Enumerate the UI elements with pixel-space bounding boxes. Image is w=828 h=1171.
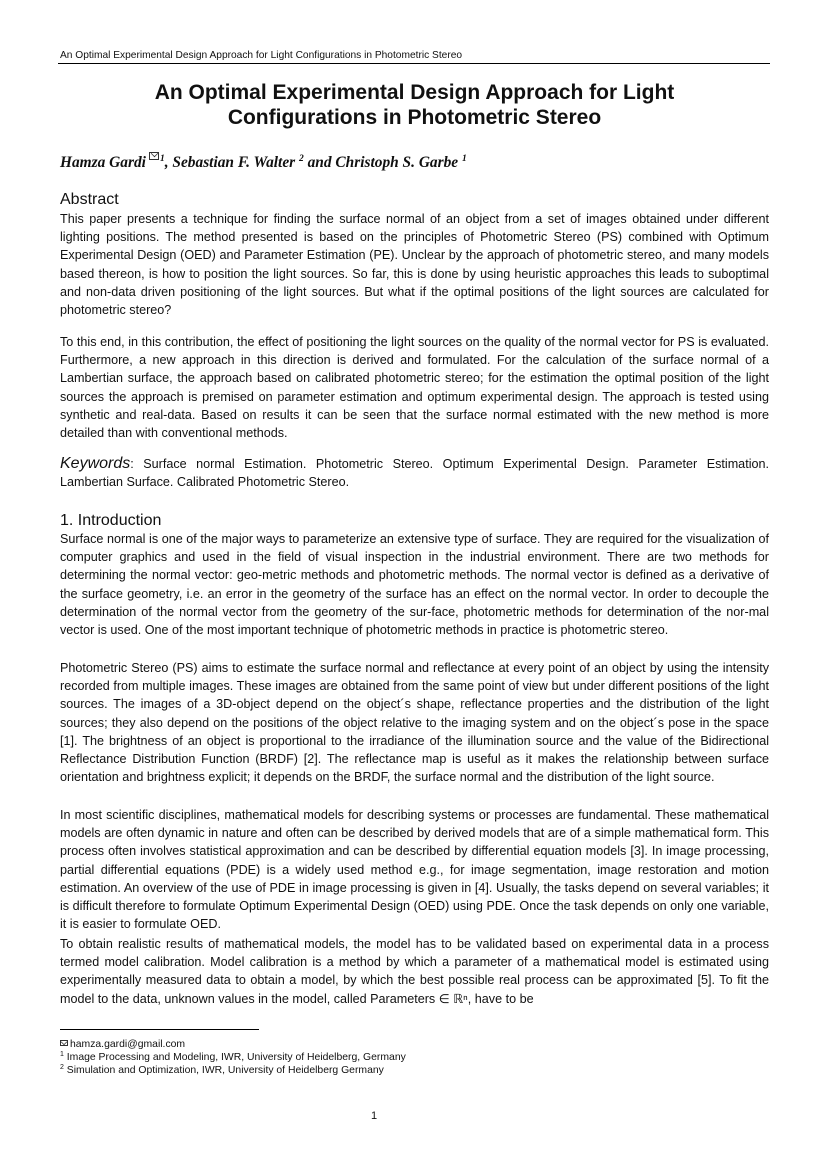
author-1: Hamza Gardi bbox=[60, 154, 146, 171]
author-3: Christoph S. Garbe bbox=[335, 154, 459, 171]
running-header: An Optimal Experimental Design Approach for Light Configurations in Photometric Stereo bbox=[60, 50, 463, 61]
envelope-icon bbox=[149, 152, 159, 160]
paper-title bbox=[60, 80, 769, 130]
title-line-2: Configurations in Photometric Stereo bbox=[227, 106, 602, 129]
author-separator: , bbox=[164, 154, 173, 171]
abstract-paragraph-1: This paper presents a technique for finding the surface normal of an object from a set of images obtained under different lighting positions. The method presented is based on the principles of Photometric Stereo (PS) combined with Optimum Experimental Design (OED) and Parameter Estimation (PE). Unclear by the approach of photometric stereo, and many models based thereon, is how to position the light sources. So far, this is done by using heuristic approaches this leads to suboptimal and non-data driven positioning of the light sources. But what if the optimal positions of the light sources are calculated for photometric stereo? bbox=[60, 212, 769, 318]
author-list bbox=[60, 152, 769, 173]
introduction-paragraph-4: To obtain realistic results of mathematical models, the model has to be validated based on experimental data in a process termed model calibration. Model calibration is a method by which a parameter of a mathematical model is estimated using experimentally measured data to obtain a model, by which the best possible real process can be approximated [5]. To fit the model to the data, unknown values in the model, called Parameters ∈ ℝⁿ, have to be bbox=[60, 937, 769, 1006]
keywords-label: Keywords bbox=[60, 455, 131, 472]
introduction-paragraph-2: Photometric Stereo (PS) aims to estimate the surface normal and reflectance at every point of an object by using the intensity recorded from multiple images. These images are obtained from the same point of view but under different positions of the light sources. The images of a 3D-object depend on the object´s shape, reflectance properties and the distribution of the light sources; they also depend on the positions of the object relative to the imaging system and on the object´s pose in the space [1]. The brightness of an object is proportional to the irradiance of the illumination source and the value of the Bidirectional Reflectance Distribution Function (BRDF) [2]. The reflectance map is useful as it makes the relationship between surface orientation and brightness explicit; it depends on the BRDF, the surface normal and the distribution of the light source. bbox=[60, 661, 769, 785]
email-text: hamza.gardi@gmail.com bbox=[70, 1039, 186, 1050]
author-3-affiliation: 1 bbox=[462, 154, 467, 164]
abstract-heading: Abstract bbox=[60, 191, 119, 208]
footnote-1-mark: 1 bbox=[60, 1051, 64, 1058]
keywords bbox=[60, 455, 769, 491]
envelope-icon bbox=[60, 1040, 68, 1046]
footnote-1 bbox=[60, 1051, 769, 1064]
introduction-paragraph-1: Surface normal is one of the major ways to parameterize an extensive type of surface. They are required for the visualization of computer graphics and used in the field of visual inspection in the industrial environment. There are two methods for determining the normal vector: geo-metric methods and photometric methods. The normal vector is defined as a derivative of the surface geometry, i.e. an error in the geometry of the surface has an effect on the normal vector. In order to decouple the determination of the normal vector from the geometry of the sur-face, photometric methods for determination of the nor-mal vector is used. One of the most important technique of photometric methods in practice is photometric stereo. bbox=[60, 532, 769, 638]
author-2: Sebastian F. Walter bbox=[172, 154, 296, 171]
footnote-1-text: Image Processing and Modeling, IWR, University of Heidelberg, Germany bbox=[63, 1052, 406, 1063]
header-rule bbox=[58, 63, 770, 64]
author-1-affiliation: 1 bbox=[159, 154, 165, 164]
footnote-email bbox=[60, 1038, 769, 1051]
keywords-text: : Surface normal Estimation. Photometric Stereo. Optimum Experimental Design. Parameter Estimation. Lambertian Surface. Calibrated Photometric Stereo. bbox=[60, 457, 769, 490]
author-2-affiliation: 2 bbox=[299, 154, 304, 164]
page-number: 1 bbox=[370, 1110, 378, 1122]
footnote-rule bbox=[60, 1029, 259, 1030]
introduction-heading: 1. Introduction bbox=[60, 512, 162, 529]
footnote-2 bbox=[60, 1064, 769, 1077]
footnote-2-text: Simulation and Optimization, IWR, University of Heidelberg Germany bbox=[63, 1065, 384, 1076]
footnote-2-mark: 2 bbox=[60, 1064, 64, 1071]
introduction-paragraph-3: In most scientific disciplines, mathematical models for describing systems or processes are fundamental. These mathematical models are often dynamic in nature and often can be described by derived models that are of a simple mathematical form. This process often involves statistical approximation and can be described by differential equation models [3]. In image processing, partial differential equations (PDE) is a widely used method e.g., for image segmentation, image restoration and motion estimation. An overview of the use of PDE in image processing is given in [4]. Usually, the tasks depend on several variables; it is difficult therefore to formulate Optimum Experimental Design (OED) using PDE. Once the task depends on only one variable, it is easier to formulate OED. bbox=[60, 808, 769, 932]
title-line-1: An Optimal Experimental Design Approach for Light bbox=[154, 81, 675, 104]
author-separator: and bbox=[303, 154, 336, 171]
abstract-paragraph-2: To this end, in this contribution, the effect of positioning the light sources on the quality of the normal vector for PS is evaluated. Furthermore, a new approach in this direction is derived and formulated. For the calculation of the surface normal of a Lambertian surface, the approach based on calibrated photometric stereo; for the estimation the optimal position of the light sources the approach is premised on parameter estimation and optimum experimental design. The approach is tested using synthetic and real-data. Based on results it can be seen that the surface normal estimated with the new method is more detailed than with conventional methods. bbox=[60, 335, 769, 441]
